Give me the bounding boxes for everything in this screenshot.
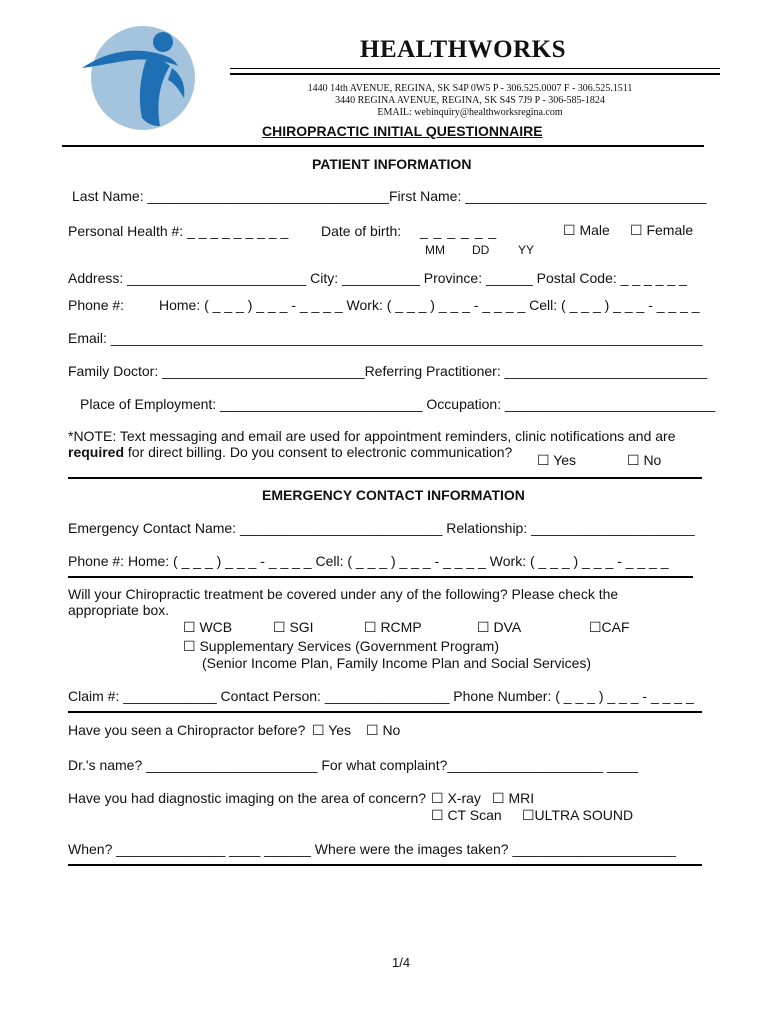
emergency-name-field[interactable]: Emergency Contact Name: __________________________ Relationship: _____________________ xyxy=(68,520,695,536)
rcmp-checkbox[interactable]: ☐ RCMP xyxy=(364,619,422,635)
caf-checkbox[interactable]: ☐CAF xyxy=(589,619,630,635)
page-number: 1/4 xyxy=(392,955,411,970)
seen-yes-checkbox[interactable]: ☐ Yes xyxy=(312,722,352,738)
dob-yy-label: YY xyxy=(518,243,535,257)
wcb-checkbox[interactable]: ☐ WCB xyxy=(183,619,233,635)
coverage-section-rule xyxy=(68,711,702,713)
personal-health-field[interactable]: Personal Health #: _ _ _ _ _ _ _ _ _ xyxy=(68,223,289,239)
address-line-3: EMAIL: webinquiry@healthworksregina.com xyxy=(377,107,563,118)
xray-checkbox[interactable]: ☐ X-ray xyxy=(431,790,481,806)
email-field[interactable]: Email: ____________________________________________________________________________ xyxy=(68,330,703,346)
doctor-complaint-fields[interactable]: Dr.'s name? ______________________ For what complaint?____________________ ____ xyxy=(68,757,639,773)
note-required-text: required xyxy=(68,444,125,460)
ct-scan-checkbox[interactable]: ☐ CT Scan xyxy=(431,807,502,823)
phone-label: Phone #: xyxy=(68,297,125,313)
dob-label: Date of birth: xyxy=(321,223,402,239)
title-rule xyxy=(62,145,704,147)
address-field[interactable]: Address: _______________________ City: __________ Province: ______ Postal Code: _ _ _ _ _ _ xyxy=(68,270,687,286)
imaging-question: Have you had diagnostic imaging on the area of concern? xyxy=(68,790,427,806)
logo-figure-head xyxy=(153,32,173,52)
address-line-2: 3440 REGINA AVENUE, REGINA, SK S4S 7J9 P - 306-585-1824 xyxy=(335,95,605,106)
form-title: CHIROPRACTIC INITIAL QUESTIONNAIRE xyxy=(262,123,543,139)
emergency-section-rule xyxy=(68,576,693,578)
consent-no-checkbox[interactable]: ☐ No xyxy=(627,452,662,468)
family-doctor-field[interactable]: Family Doctor: __________________________Referring Practitioner: __________________________ xyxy=(68,363,708,379)
patient-section-rule xyxy=(68,477,702,479)
supplementary-detail: (Senior Income Plan, Family Income Plan and Social Services) xyxy=(202,655,592,671)
sgi-checkbox[interactable]: ☐ SGI xyxy=(273,619,314,635)
header-rule-top xyxy=(230,68,720,69)
supplementary-checkbox[interactable]: ☐ Supplementary Services (Government Program) xyxy=(183,638,499,654)
seen-no-checkbox[interactable]: ☐ No xyxy=(366,722,401,738)
employment-field[interactable]: Place of Employment: __________________________ Occupation: ___________________________ xyxy=(80,396,716,412)
first-name-field[interactable]: First Name: _______________________________ xyxy=(389,188,707,204)
mri-checkbox[interactable]: ☐ MRI xyxy=(492,790,535,806)
coverage-question-line-2: appropriate box. xyxy=(68,602,170,618)
patient-phone-fields[interactable]: Home: ( _ _ _ ) _ _ _ - _ _ _ _ Work: ( _ _ _ ) _ _ _ - _ _ _ _ Cell: ( _ _ _ ) _ _ _ - _ _ _ _ xyxy=(159,297,700,313)
male-checkbox[interactable]: ☐ Male xyxy=(563,222,610,238)
imaging-when-where-fields[interactable]: When? ______________ ____ ______ Where were the images taken? _____________________ xyxy=(68,841,676,857)
female-checkbox[interactable]: ☐ Female xyxy=(630,222,694,238)
address-line-1: 1440 14th AVENUE, REGINA, SK S4P 0W5 P - 306.525.0007 F - 306.525.1511 xyxy=(307,83,633,94)
note-line-2-rest: for direct billing. Do you consent to electronic communication? xyxy=(124,444,513,460)
healthworks-logo xyxy=(80,22,200,132)
coverage-question-line-1: Will your Chiropractic treatment be covered under any of the following? Please check the xyxy=(68,586,619,602)
emergency-heading: EMERGENCY CONTACT INFORMATION xyxy=(262,487,525,503)
note-line-2 xyxy=(68,444,512,460)
dob-mm-label: MM xyxy=(425,243,445,257)
dob-dd-label: DD xyxy=(472,243,490,257)
claim-fields[interactable]: Claim #: ____________ Contact Person: ________________ Phone Number: ( _ _ _ ) _ _ _ - _ _ _ _ xyxy=(68,688,694,704)
history-section-rule xyxy=(68,864,702,866)
dva-checkbox[interactable]: ☐ DVA xyxy=(477,619,522,635)
emergency-phone-fields[interactable]: Phone #: Home: ( _ _ _ ) _ _ _ - _ _ _ _ Cell: ( _ _ _ ) _ _ _ - _ _ _ _ Work: ( _ _ _ ) _ _ _ - _ _ _ _ xyxy=(68,553,669,569)
seen-chiropractor-question: Have you seen a Chiropractor before? xyxy=(68,722,306,738)
patient-info-heading: PATIENT INFORMATION xyxy=(312,156,472,172)
dob-field[interactable]: _ _ _ _ _ _ xyxy=(420,223,498,239)
consent-yes-checkbox[interactable]: ☐ Yes xyxy=(537,452,577,468)
note-line-1: *NOTE: Text messaging and email are used for appointment reminders, clinic notifications and are xyxy=(68,428,676,444)
last-name-field[interactable]: Last Name: _______________________________ xyxy=(72,188,389,204)
header-rule-bottom xyxy=(230,73,720,75)
ultrasound-checkbox[interactable]: ☐ULTRA SOUND xyxy=(522,807,634,823)
company-name: HEALTHWORKS xyxy=(360,36,567,63)
